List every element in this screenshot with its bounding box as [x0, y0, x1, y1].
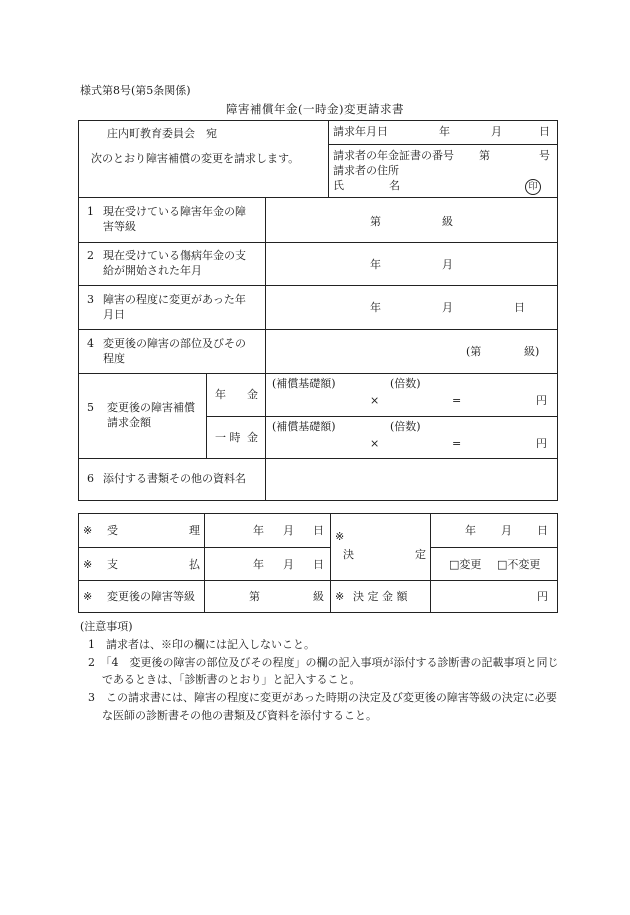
item-2-value[interactable] [266, 243, 558, 286]
multiplier-label: (倍数) [390, 420, 421, 433]
grade-kyu: 級 [313, 590, 324, 603]
date-day: 日 [313, 524, 324, 537]
decision-label [331, 514, 431, 581]
addressee-cell [79, 121, 329, 198]
pension-amount-cell[interactable] [266, 374, 558, 417]
item-label-line: 添付する書類その他の資料名 [103, 472, 246, 486]
item-1-label [79, 198, 266, 243]
times-sign: × [370, 437, 380, 450]
office-mark: ※ [83, 590, 93, 603]
date-year: 年 [253, 524, 264, 537]
multiplier-label: (倍数) [390, 377, 421, 390]
request-date-cell[interactable] [329, 121, 558, 145]
grade-dai: 第 [249, 590, 260, 603]
payment-date[interactable] [205, 548, 331, 581]
payment-label [79, 548, 205, 581]
pension-number-label: 請求者の年金証書の番号 [333, 149, 454, 162]
form-title: 障害補償年金(一時金)変更請求書 [226, 102, 404, 116]
pension-number-dai: 第 [479, 149, 490, 162]
decided-amount-text: 決 定 金 額 [353, 590, 408, 603]
type-label-b: 金 [247, 388, 258, 401]
item-number: 2 [87, 249, 94, 263]
decision-label-b: 定 [415, 548, 426, 561]
type-label-b: 金 [247, 431, 258, 444]
changed-checkbox[interactable]: □変更 [449, 558, 482, 571]
base-amount-label: (補償基礎額) [272, 377, 336, 390]
items-table [78, 197, 558, 501]
decision-label-a: 決 [343, 548, 354, 561]
request-date-year: 年 [439, 125, 450, 138]
receipt-label-b: 理 [189, 524, 200, 537]
item-label-line: 現在受けている障害年金の障 [103, 205, 246, 219]
item-number: 4 [87, 336, 94, 350]
date-month: 月 [501, 524, 512, 537]
receipt-date[interactable] [205, 514, 331, 548]
item-6-label [79, 459, 266, 501]
grade-after-value[interactable] [205, 581, 331, 613]
name-label-first: 氏 [333, 179, 344, 192]
receipt-label [79, 514, 205, 548]
grade-dai: 第 [370, 215, 381, 228]
pension-type-label [207, 374, 266, 417]
name-label-second: 名 [389, 179, 400, 192]
requester-info-cell[interactable] [329, 145, 558, 198]
request-header-table [78, 120, 558, 198]
date-month: 月 [283, 558, 294, 571]
date-day: 日 [537, 524, 548, 537]
request-date-label: 請求年月日 [333, 125, 388, 138]
item-label-line: 変更後の障害の部位及びその [103, 336, 246, 350]
request-statement: 次のとおり障害補償の変更を請求します。 [91, 151, 300, 165]
note-item: 2 「4 変更後の障害の部位及びその程度」の欄の記入事項が添付する診断書の記載事項と同じであるときは、「診断書のとおり」と記入すること。 [88, 655, 559, 687]
item-label-line: 給が開始された年月 [103, 264, 202, 277]
date-year: 年 [370, 258, 381, 271]
yen-unit: 円 [536, 437, 547, 450]
item-4-value[interactable] [266, 330, 558, 374]
grade-after-text: 変更後の障害等級 [107, 590, 195, 603]
decision-options [431, 548, 558, 581]
receipt-label-a: 受 [107, 524, 118, 537]
type-label-a: 年 [215, 388, 226, 401]
item-label-line: 害等級 [103, 220, 136, 233]
lump-sum-type-label [207, 417, 266, 459]
grade-after-label [79, 581, 205, 613]
grade-kyu: 級 [442, 215, 453, 228]
decision-date[interactable] [431, 514, 558, 548]
date-year: 年 [253, 558, 264, 571]
grade-kyu: 級) [524, 345, 540, 358]
date-year: 年 [465, 524, 476, 537]
item-label-line: 請求金額 [107, 416, 151, 429]
item-number: 1 [87, 205, 94, 219]
date-month: 月 [442, 258, 453, 271]
grade-dai: (第 [466, 345, 482, 358]
item-number: 6 [87, 472, 94, 486]
office-mark: ※ [83, 558, 93, 571]
office-use-table [78, 513, 558, 613]
payment-label-a: 支 [107, 558, 118, 571]
note-item: 1 請求者は、※印の欄には記入しないこと。 [88, 637, 315, 651]
notes-heading: (注意事項) [80, 620, 133, 633]
item-3-label [79, 286, 266, 330]
times-sign: × [370, 394, 380, 407]
item-label-line: 変更後の障害補償 [107, 401, 195, 415]
item-label-line: 障害の程度に変更があった年 [103, 292, 246, 306]
decided-amount-label [331, 581, 431, 613]
form-label: 様式第8号(第5条関係) [80, 84, 191, 97]
item-label-line: 月日 [103, 307, 125, 321]
item-3-value[interactable] [266, 286, 558, 330]
type-label-a: 一 時 [215, 431, 241, 444]
office-mark: ※ [335, 530, 345, 543]
request-date-month: 月 [491, 125, 502, 138]
equals-sign: = [452, 437, 462, 450]
note-item: 3 この請求書には、障害の程度に変更があった時期の決定及び変更後の障害等級の決定に必要な医師の診断書その他の書類及び資料を添付すること。 [88, 691, 557, 723]
item-2-label [79, 243, 266, 286]
item-number: 3 [87, 292, 94, 306]
date-day: 日 [313, 558, 324, 571]
office-mark: ※ [83, 524, 93, 537]
address-label: 請求者の住所 [333, 164, 399, 177]
item-6-value[interactable] [266, 459, 558, 501]
addressee: 庄内町教育委員会 宛 [107, 127, 217, 140]
date-month: 月 [442, 301, 453, 314]
pension-number-go: 号 [539, 149, 550, 162]
date-month: 月 [283, 524, 294, 537]
date-day: 日 [514, 301, 525, 314]
payment-label-b: 払 [189, 558, 200, 571]
item-label-line: 程度 [103, 351, 125, 365]
item-5-label [79, 374, 207, 459]
date-year: 年 [370, 301, 381, 314]
equals-sign: = [452, 394, 462, 407]
item-1-value[interactable] [266, 198, 558, 243]
base-amount-label: (補償基礎額) [272, 420, 336, 433]
seal-icon: 印 [525, 179, 541, 195]
yen-unit: 円 [536, 394, 547, 407]
office-mark: ※ [335, 590, 345, 603]
item-label-line: 現在受けている傷病年金の支 [103, 249, 246, 263]
request-date-day: 日 [539, 125, 550, 138]
item-number: 5 [87, 401, 94, 415]
notes-section [80, 618, 560, 725]
item-4-label [79, 330, 266, 374]
lump-sum-amount-cell[interactable] [266, 417, 558, 459]
unchanged-checkbox[interactable]: □不変更 [497, 558, 541, 571]
yen-unit: 円 [537, 590, 548, 603]
decided-amount-value[interactable] [431, 581, 558, 613]
